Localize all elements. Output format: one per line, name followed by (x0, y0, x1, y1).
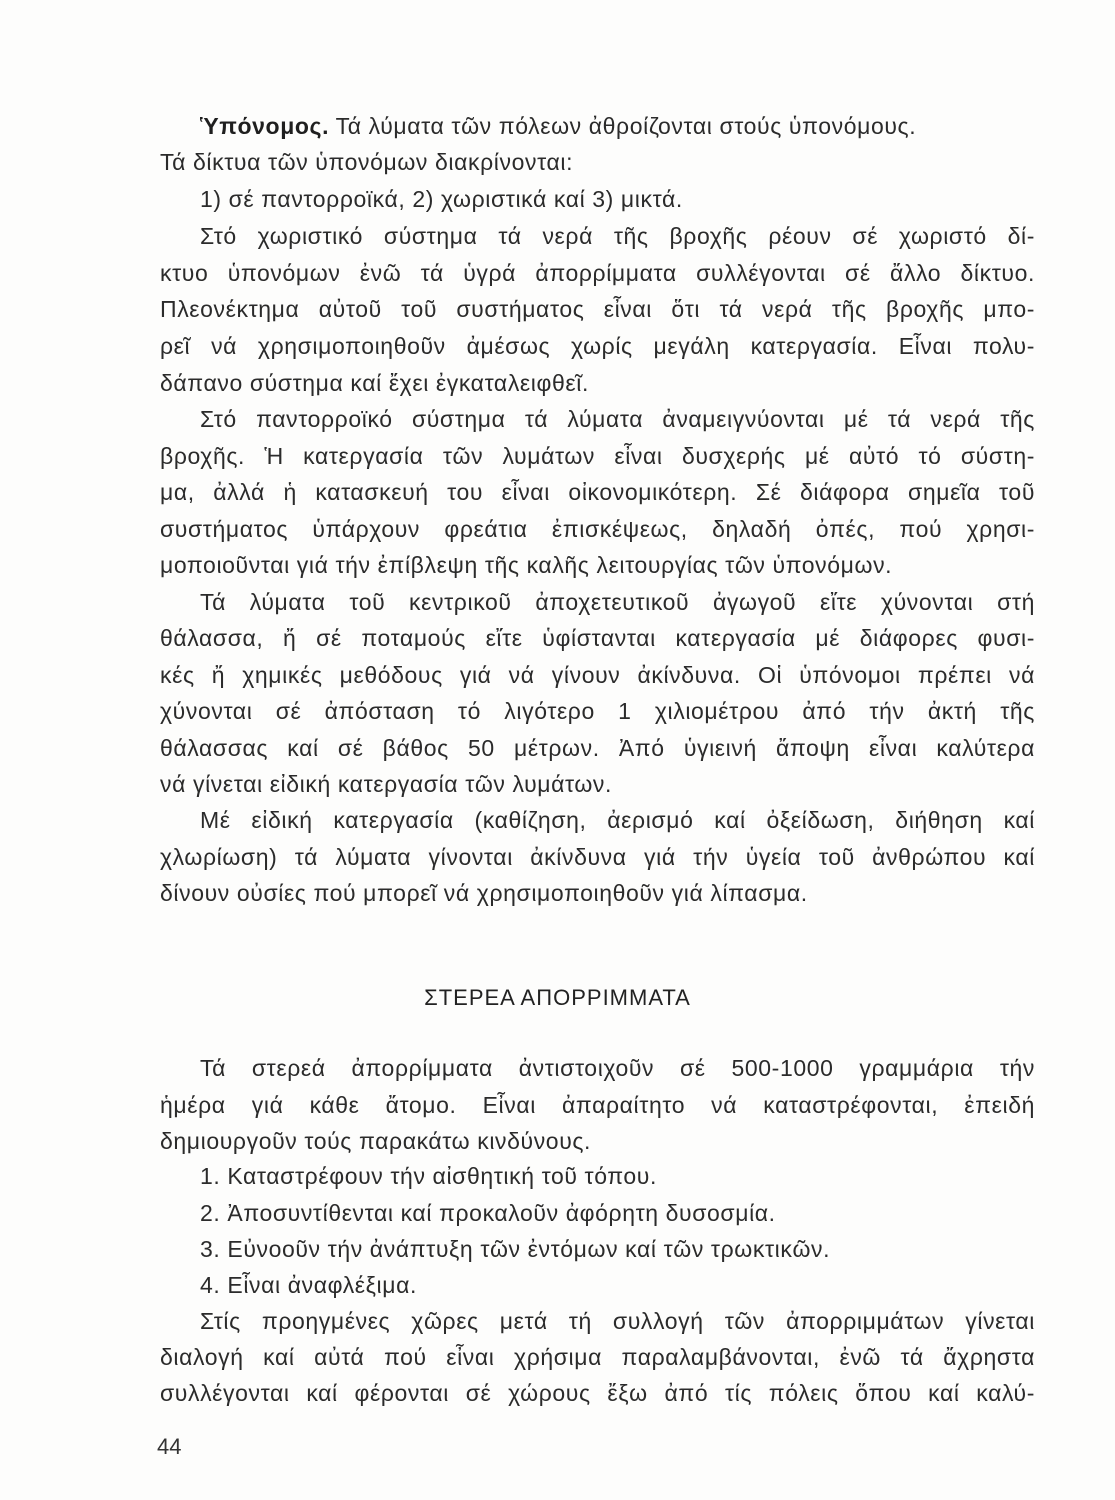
paragraph-line: Τά στερεά ἀπορρίμματα ἀντιστοιχοῦν σέ 500-1000 γραμμάρια τήν (200, 1055, 1035, 1081)
lead-term: Ὑπόνομος. (200, 113, 330, 139)
paragraph-line: βροχῆς. Ἡ κατεργασία τῶν λυμάτων εἶναι δυσχερής μέ αὐτό τό σύστη- (160, 443, 1035, 469)
paragraph-line: Μέ εἰδική κατεργασία (καθίζηση, ἀερισμό καί ὀξείδωση, διήθηση καί (200, 807, 1035, 833)
paragraph-line: Στό παντορροϊκό σύστημα τά λύματα ἀναμειγνύονται μέ τά νερά τῆς (200, 406, 1035, 432)
paragraph-line: μοποιοῦνται γιά τήν ἐπίβλεψη τῆς καλῆς λειτουργίας τῶν ὑπονόμων. (160, 552, 893, 578)
paragraph-line: 1) σέ παντορροϊκά, 2) χωριστικά καί 3) μικτά. (200, 186, 683, 212)
paragraph-line: νά γίνεται εἰδική κατεργασία τῶν λυμάτων. (160, 771, 613, 797)
paragraph-line: δίνουν οὐσίες πού μπορεῖ νά χρησιμοποιηθοῦν γιά λίπασμα. (160, 880, 808, 906)
list-item: 3. Εὐνοοῦν τήν ἀνάπτυξη τῶν ἐντόμων καί τῶν τρωκτικῶν. (200, 1236, 831, 1262)
page-number: 44 (157, 1434, 182, 1459)
list-item: 2. Ἀποσυντίθενται καί προκαλοῦν ἀφόρητη δυσοσμία. (200, 1200, 776, 1226)
paragraph-line: ρεῖ νά χρησιμοποιηθοῦν ἀμέσως χωρίς μεγάλη κατεργασία. Εἶναι πολυ- (160, 333, 1035, 359)
paragraph-line: κές ἤ χημικές μεθόδους γιά νά γίνουν ἀκίνδυνα. Οἱ ὑπόνομοι πρέπει νά (160, 662, 1035, 688)
paragraph-line (200, 111, 916, 141)
paragraph-line: Στό χωριστικό σύστημα τά νερά τῆς βροχῆς ρέουν σέ χωριστό δί- (200, 223, 1035, 249)
list-item: 4. Εἶναι ἀναφλέξιμα. (200, 1272, 417, 1298)
paragraph-line: Τά δίκτυα τῶν ὑπονόμων διακρίνονται: (160, 149, 574, 175)
paragraph-line: θάλασσας καί σέ βάθος 50 μέτρων. Ἀπό ὑγιεινή ἄποψη εἶναι καλύτερα (160, 735, 1035, 761)
section-heading: ΣΤΕΡΕΑ ΑΠΟΡΡΙΜΜΑΤΑ (424, 985, 691, 1010)
paragraph-line: κτυο ὑπονόμων ἐνῶ τά ὑγρά ἀπορρίμματα συλλέγονται σέ ἄλλο δίκτυο. (160, 260, 1035, 286)
paragraph-line: Πλεονέκτημα αὐτοῦ τοῦ συστήματος εἶναι ὅτι τά νερά τῆς βροχῆς μπο- (160, 296, 1035, 322)
list-item: 1. Καταστρέφουν τήν αἰσθητική τοῦ τόπου. (200, 1163, 657, 1189)
paragraph-line: συλλέγονται καί φέρονται σέ χώρους ἔξω ἀπό τίς πόλεις ὅπου καί καλύ- (160, 1380, 1035, 1406)
line-text: Τά λύματα τῶν πόλεων ἀθροίζονται στούς ὑπονόμους. (335, 113, 917, 139)
paragraph-line: διαλογή καί αὐτά πού εἶναι χρήσιμα παραλαμβάνονται, ἐνῶ τά ἄχρηστα (160, 1344, 1035, 1370)
paragraph-line: θάλασσα, ἤ σέ ποταμούς εἴτε ὑφίστανται κατεργασία μέ διάφορες φυσι- (160, 625, 1035, 651)
paragraph-line: Στίς προηγμένες χῶρες μετά τή συλλογή τῶν ἀπορριμμάτων γίνεται (200, 1308, 1035, 1334)
paragraph-line: δημιουργοῦν τούς παρακάτω κινδύνους. (160, 1128, 592, 1154)
paragraph-line: Τά λύματα τοῦ κεντρικοῦ ἀποχετευτικοῦ ἀγωγοῦ εἴτε χύνονται στή (200, 589, 1035, 615)
paragraph-line: δάπανο σύστημα καί ἔχει ἐγκαταλειφθεῖ. (160, 370, 589, 396)
paragraph-line: χλωρίωση) τά λύματα γίνονται ἀκίνδυνα γιά τήν ὑγεία τοῦ ἀνθρώπου καί (160, 844, 1035, 870)
paragraph-line: χύνονται σέ ἀπόσταση τό λιγότερο 1 χιλιομέτρου ἀπό τήν ἀκτή τῆς (160, 698, 1035, 724)
paragraph-line: συστήματος ὑπάρχουν φρεάτια ἐπισκέψεως, δηλαδή ὀπές, πού χρησι- (160, 516, 1035, 542)
paragraph-line: μα, ἀλλά ἡ κατασκευή του εἶναι οἰκονομικότερη. Σέ διάφορα σημεῖα τοῦ (160, 479, 1035, 505)
paragraph-line: ἡμέρα γιά κάθε ἄτομο. Εἶναι ἀπαραίτητο νά καταστρέφονται, ἐπειδή (160, 1092, 1035, 1118)
